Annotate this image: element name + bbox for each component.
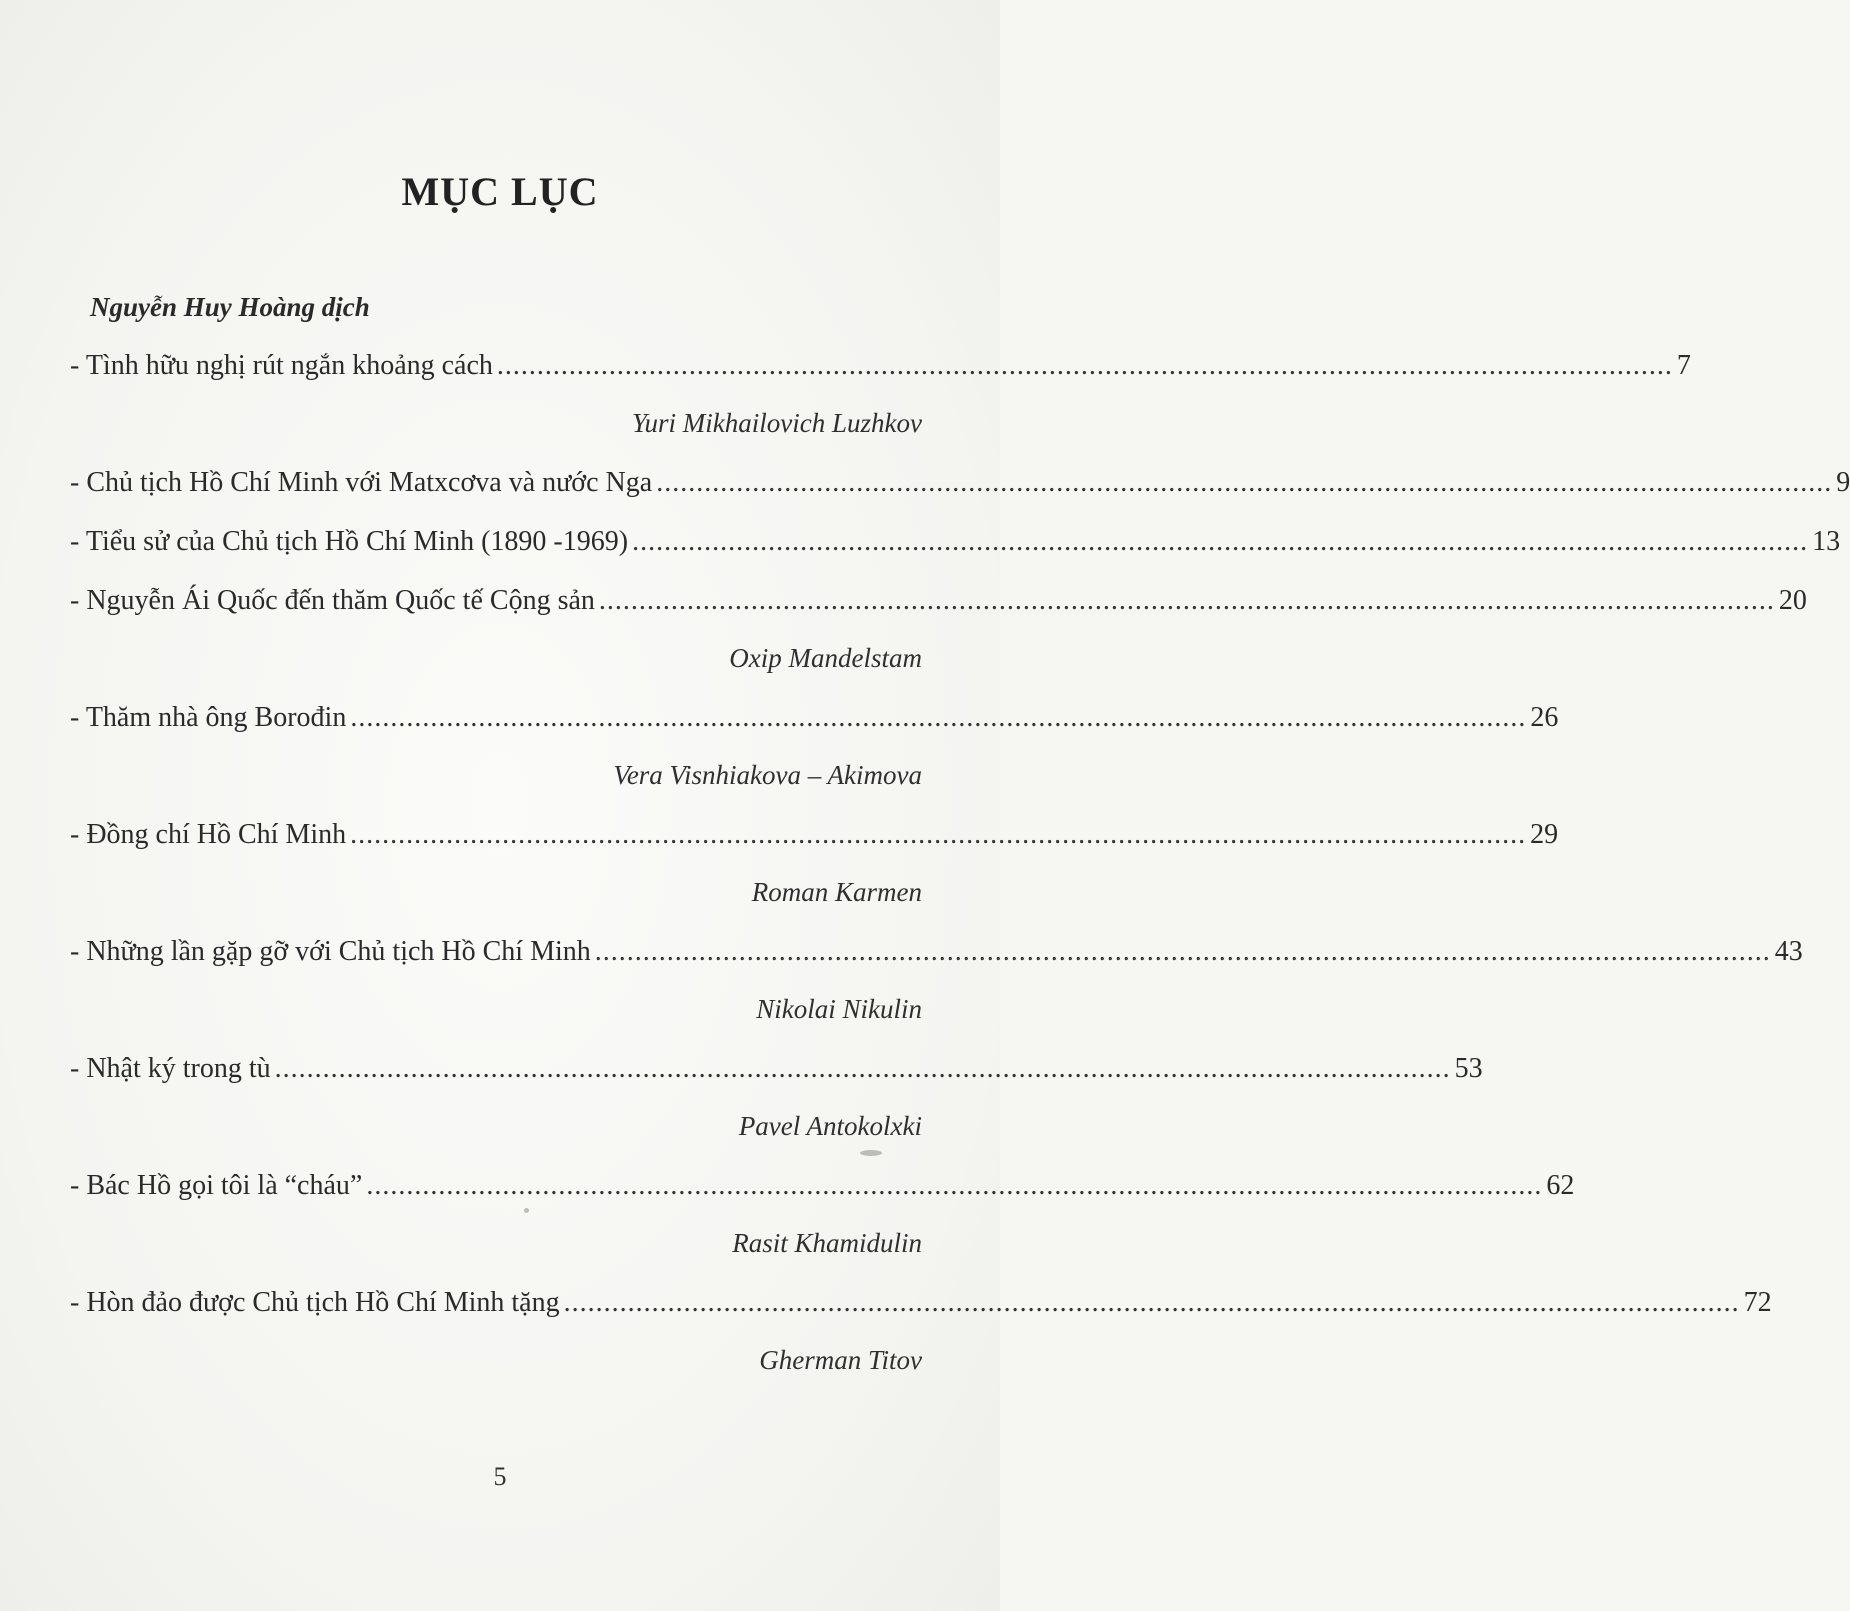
dot-leader: ...................................................................................................................................................	[656, 467, 1833, 498]
toc-entry	[70, 1166, 1575, 1225]
translator-credit: Nguyễn Huy Hoàng dịch	[90, 292, 370, 322]
toc-entry-title: - Hòn đảo được Chủ tịch Hồ Chí Minh tặng	[70, 1287, 560, 1318]
toc-entry-title: - Tiểu sử của Chủ tịch Hồ Chí Minh (1890 -1969)	[70, 526, 629, 557]
dot-leader: ...................................................................................................................................................	[496, 350, 1673, 381]
ink-smudge	[860, 1150, 882, 1156]
toc-entry	[70, 463, 1850, 522]
toc-entry	[70, 815, 1559, 874]
toc-entry-title: - Đồng chí Hồ Chí Minh	[70, 819, 347, 850]
toc-entry-page: 13	[1812, 526, 1841, 557]
toc-entry	[70, 698, 1559, 757]
toc-entry	[70, 1283, 1772, 1342]
dot-leader: ...................................................................................................................................................	[350, 819, 1527, 850]
toc-entry-page: 7	[1676, 350, 1691, 381]
toc-entry-title: - Thăm nhà ông Borođin	[70, 702, 347, 733]
toc-author: Yuri Mikhailovich Luzhkov	[632, 408, 922, 438]
toc-entry-title: - Tình hữu nghị rút ngắn khoảng cách	[70, 350, 493, 381]
toc-author: Vera Visnhiakova – Akimova	[613, 760, 922, 790]
page-title: MỤC LỤC	[401, 169, 599, 214]
toc-entry	[70, 522, 1841, 581]
dot-leader: ...................................................................................................................................................	[563, 1287, 1740, 1318]
table-of-contents	[70, 346, 1850, 1400]
toc-entry-page: 43	[1774, 936, 1803, 967]
toc-entry	[70, 1049, 1483, 1108]
toc-entry-title: - Nhật ký trong tù	[70, 1053, 271, 1084]
toc-entry-title: - Nguyễn Ái Quốc đến thăm Quốc tế Cộng sản	[70, 585, 595, 616]
toc-entry-page: 72	[1743, 1287, 1772, 1318]
toc-entry-page: 20	[1778, 585, 1807, 616]
page-number: 5	[493, 1462, 507, 1491]
toc-entry-page: 53	[1454, 1053, 1483, 1084]
toc-entry-title: - Những lần gặp gỡ với Chủ tịch Hồ Chí Minh	[70, 936, 591, 967]
dot-leader: ...................................................................................................................................................	[350, 702, 1527, 733]
toc-entry-page: 29	[1530, 819, 1559, 850]
toc-entry	[70, 581, 1807, 640]
dot-leader: ...................................................................................................................................................	[598, 585, 1775, 616]
toc-author: Pavel Antokolxki	[738, 1111, 922, 1141]
toc-author: Rasit Khamidulin	[732, 1228, 922, 1258]
toc-entry	[70, 346, 1691, 405]
toc-entry-page: 26	[1530, 702, 1559, 733]
ink-speck	[524, 1208, 529, 1213]
toc-author: Roman Karmen	[751, 877, 922, 907]
toc-author: Gherman Titov	[759, 1345, 922, 1375]
toc-entry-page: 62	[1546, 1170, 1575, 1201]
toc-entry-title: - Chủ tịch Hồ Chí Minh với Matxcơva và nước Nga	[70, 467, 653, 498]
toc-entry-page: 9	[1836, 467, 1850, 498]
dot-leader: ...................................................................................................................................................	[632, 526, 1809, 557]
toc-author: Oxip Mandelstam	[729, 643, 922, 673]
dot-leader: ...................................................................................................................................................	[594, 936, 1771, 967]
dot-leader: ...................................................................................................................................................	[366, 1170, 1543, 1201]
toc-entry	[70, 932, 1803, 991]
toc-entry-title: - Bác Hồ gọi tôi là “cháu”	[70, 1170, 363, 1201]
toc-author: Nikolai Nikulin	[756, 994, 922, 1024]
dot-leader: ...................................................................................................................................................	[274, 1053, 1451, 1084]
